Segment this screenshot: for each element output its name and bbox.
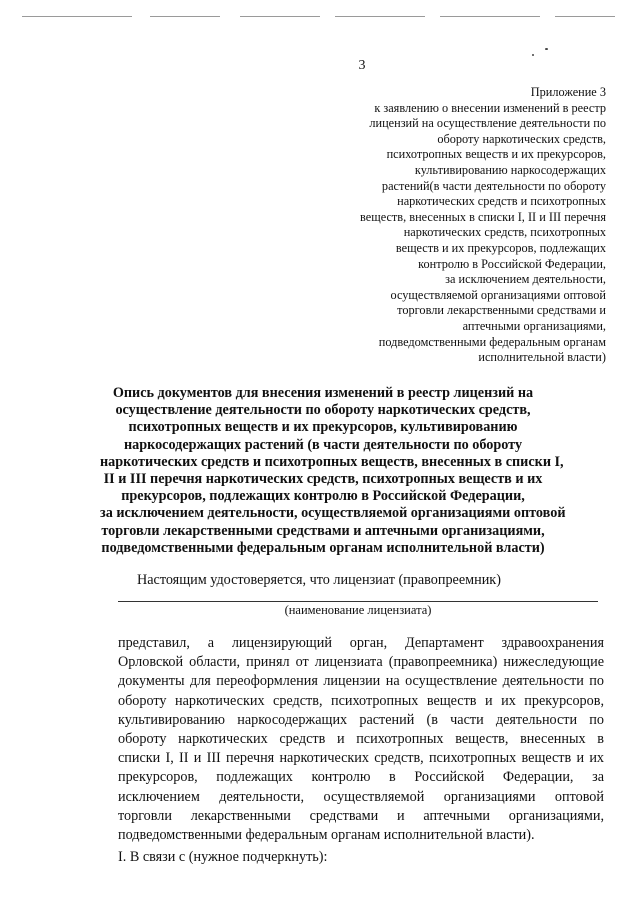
appendix-line: подведомственными федеральным органам [378,334,606,349]
title-line: подведомственными федеральным органам исполнительной власти) [101,539,545,556]
title-line: Опись документов для внесения изменений в реестр лицензий на [112,385,534,401]
body-paragraph [118,634,604,845]
scan-speck [532,54,534,56]
body-line: обороту наркотических средств, психотропных веществ и их прекурсоров, [118,692,604,709]
certify-statement: Настоящим удостоверяется, что лицензиат (правопреемник) [137,572,501,588]
appendix-line: растений(в части деятельности по обороту [381,178,606,193]
licensee-name-line [118,601,598,602]
title-line: осуществление деятельности по обороту наркотических средств, [115,402,531,419]
appendix-header [306,85,606,366]
appendix-line: торговли лекарственными средствами и [397,303,606,318]
title-line: II и III перечня наркотических средств, психотропных веществ и их [103,471,543,488]
scan-mark [335,16,425,17]
appendix-line: культивированию наркосодержащих [414,162,606,177]
appendix-line: веществ и их прекурсоров, подлежащих [395,240,606,255]
appendix-line: психотропных веществ и их прекурсоров, [386,147,606,162]
title-line: за исключением деятельности, осуществляемой организациями оптовой [100,505,566,522]
body-line: культивированию наркосодержащих растений (в части деятельности по [118,711,604,728]
appendix-line: аптечными организациями, [462,318,606,333]
section-one-heading: I. В связи с (нужное подчеркнуть): [118,849,328,865]
scan-speck [545,48,548,50]
title-line: наркотических средств и психотропных веществ, внесенных в списки I, [100,453,564,470]
scan-mark [240,16,320,17]
scan-mark [150,16,220,17]
body-line: торговли лекарственными средствами и аптечными организациями, [118,807,604,824]
scan-edge-marks [0,0,640,28]
appendix-line: осуществляемой организациями оптовой [390,287,606,302]
body-line: прекурсоров, подлежащих контролю в Российской Федерации, за [118,769,604,786]
appendix-line: лицензий на осуществление деятельности по [369,116,606,131]
appendix-line: к заявлению о внесении изменений в реестр [374,100,606,115]
licensee-name-caption: (наименование лицензиата) [284,603,432,617]
title-line: торговли лекарственными средствами и аптечными организациями, [101,522,545,539]
body-line: документы для переоформления лицензии на осуществление деятельности по [118,673,604,690]
appendix-line: исполнительной власти) [478,350,606,365]
title-line: наркосодержащих растений (в части деятельности по обороту [123,436,523,453]
page-number: 3 [358,58,366,73]
appendix-line: обороту наркотических средств, [437,131,606,146]
scan-mark [555,16,615,17]
body-line: обороту наркотических средств и психотропных веществ, внесенных в [118,731,604,748]
appendix-line: Приложение 3 [530,85,606,99]
body-line: представил, а лицензирующий орган, Департамент здравоохранения [118,635,604,651]
title-line: прекурсоров, подлежащих контролю в Российской Федерации, [121,488,525,505]
body-line: подведомственными федеральным органам исполнительной власти). [118,827,535,844]
appendix-line: контролю в Российской Федерации, [418,256,606,271]
scan-mark [440,16,540,17]
appendix-line: наркотических средств, психотропных [403,225,606,240]
body-line: исключением деятельности, осуществляемой организациями оптовой [118,788,604,805]
appendix-line: веществ, внесенных в списки I, II и III перечня [360,209,606,224]
scan-mark [22,16,132,17]
appendix-line: за исключением деятельности, [445,272,606,287]
appendix-line: наркотических средств и психотропных [397,194,606,209]
body-line: Орловской области, принял от лицензиата (правопреемника) нижеследующие [118,654,604,671]
title-line: психотропных веществ и их прекурсоров, культивированию [128,419,518,436]
body-line: списки I, II и III перечня наркотических средств, психотропных веществ и их [118,750,604,767]
document-title [100,385,566,557]
